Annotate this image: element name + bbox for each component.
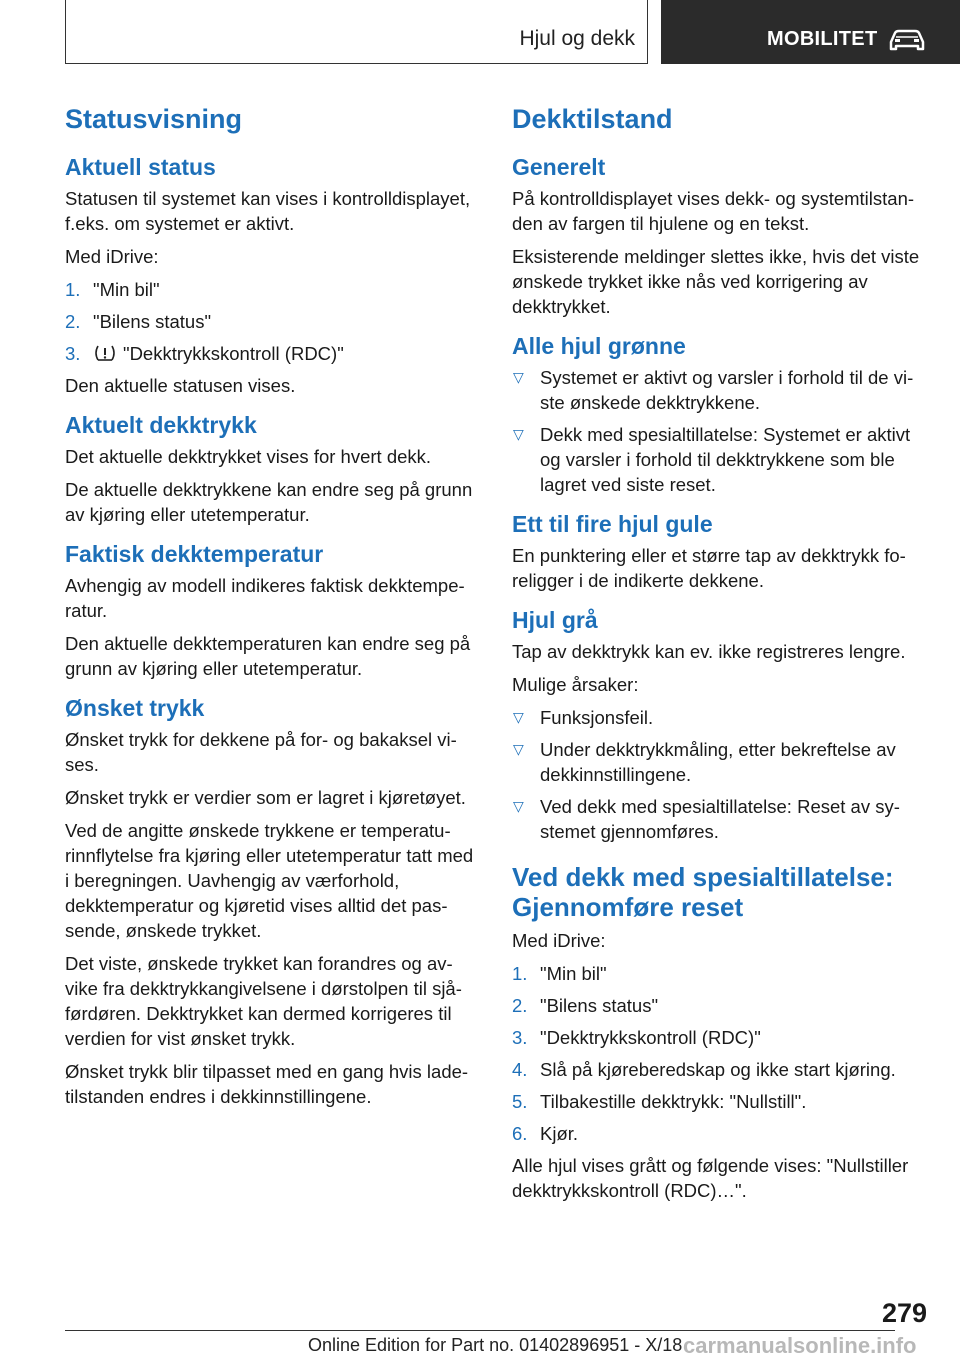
triangle-bullet-icon: ▽ <box>513 426 524 442</box>
paragraph: Den aktuelle statusen vises. <box>65 375 296 396</box>
step-number: 5. <box>512 1091 528 1112</box>
step-number: 2. <box>512 995 528 1016</box>
triangle-bullet-icon: ▽ <box>513 798 524 814</box>
paragraph: Eksisterende meldinger slettes ikke, hvis det viste ønskede trykket ikke nås ved korrigering av dekktrykket. <box>512 246 920 317</box>
step-number: 3. <box>512 1027 528 1048</box>
section-title: Hjul og dekk <box>519 27 635 50</box>
paragraph: Ønsket trykk for dekkene på for- og bakaksel vises. <box>65 729 457 775</box>
list-item: ▽ Systemet er aktivt og varsler i forhold til de viste ønskede dekktrykkene. <box>513 367 914 413</box>
paragraph: Ved de angitte ønskede trykkene er temperaturinnflytelse fra kjøring eller utetemperatur tatt med i beregningen. Uavhengig av værforhold, dekktemperatur og kjøretid vises alltid det passende, ønskede trykket. <box>65 820 474 941</box>
paragraph: Det aktuelle dekktrykket vises for hvert dekk. <box>65 446 432 467</box>
list-item: ▽ Dekk med spesialtillatelse: Systemet er aktivt og varsler i forhold til dekktrykkene som ble lagret ved siste reset. <box>513 424 911 495</box>
bullet-list <box>512 705 926 844</box>
paragraph: Statusen til systemet kan vises i kontrolldisplayet, f.eks. om systemet er aktivt. <box>65 188 471 234</box>
list-item: ▽ Funksjonsfeil. <box>513 707 654 728</box>
list-item: 1. "Min bil" <box>65 279 160 300</box>
paragraph: De aktuelle dekktrykkene kan endre seg på grunn av kjøring eller utetemperatur. <box>65 479 473 525</box>
page-number: 279 <box>881 1298 927 1328</box>
title-statusvisning: Statusvisning <box>65 104 243 134</box>
paragraph: En punktering eller et større tap av dekktrykk foreligger i de indikerte dekkene. <box>512 545 906 591</box>
step-number: 1. <box>65 279 81 300</box>
car-icon <box>887 28 927 52</box>
list-item: 3. "Dekktrykkskontroll (RDC)" <box>512 1027 761 1048</box>
paragraph: Med iDrive: <box>512 930 606 951</box>
step-number: 1. <box>512 963 528 984</box>
edition-text: Online Edition for Part no. 01402896951 - X/18 <box>308 1335 683 1355</box>
paragraph: På kontrolldisplayet vises dekk- og systemtilstanden av fargen til hjulene og en tekst. <box>512 188 915 234</box>
triangle-bullet-icon: ▽ <box>513 741 524 757</box>
title-dekktilstand: Dekktilstand <box>512 104 673 134</box>
paragraph: Ønsket trykk er verdier som er lagret i kjøretøyet. <box>65 787 466 808</box>
step-number: 6. <box>512 1123 528 1144</box>
steps-list <box>512 961 926 1146</box>
paragraph: Med iDrive: <box>65 246 159 267</box>
steps-list <box>65 277 479 366</box>
heading-onsket-trykk: Ønsket trykk <box>65 695 205 721</box>
paragraph: Den aktuelle dekktemperaturen kan endre seg på grunn av kjøring eller utetemperatur. <box>65 633 471 679</box>
heading-ett-til-fire-hjul-gule: Ett til fire hjul gule <box>512 511 713 537</box>
heading-alle-hjul-gronne: Alle hjul grønne <box>512 333 686 359</box>
watermark: carmanualsonline.info <box>683 1333 917 1358</box>
header-chapter-box <box>661 0 960 64</box>
list-item: 1. "Min bil" <box>512 963 607 984</box>
left-column <box>65 100 479 1117</box>
heading-hjul-gra: Hjul grå <box>512 607 598 633</box>
step-number: 4. <box>512 1059 528 1080</box>
list-item: 6. Kjør. <box>512 1123 579 1144</box>
paragraph: Avhengig av modell indikeres faktisk dekktemperatur. <box>65 575 465 621</box>
paragraph: Ønsket trykk blir tilpasset med en gang hvis ladetilstanden endres i dekkinnstillingene. <box>65 1061 469 1107</box>
triangle-bullet-icon: ▽ <box>513 369 524 385</box>
list-item: 5. Tilbakestille dekktrykk: "Nullstill". <box>512 1091 807 1112</box>
list-item: 3. "Dekktrykkskontroll (RDC)" <box>65 343 344 364</box>
bullet-list <box>512 365 926 497</box>
paragraph: Det viste, ønskede trykket kan forandres og avvike fra dekktrykkangivelsene i dørstolpen til sjåførdøren. Dekktrykket kan dermed korrigeres til verdien for vist ønsket trykk. <box>65 953 462 1049</box>
tire-pressure-warning-icon <box>93 344 117 362</box>
heading-faktisk-dekktemperatur: Faktisk dekktemperatur <box>65 541 324 567</box>
step-number: 2. <box>65 311 81 332</box>
step-number: 3. <box>65 343 81 364</box>
heading-aktuell-status: Aktuell status <box>65 154 216 180</box>
heading-generelt: Generelt <box>512 154 606 180</box>
header-section-box <box>65 0 648 64</box>
list-item: 2. "Bilens status" <box>512 995 659 1016</box>
list-item: 2. "Bilens status" <box>65 311 212 332</box>
list-item: 4. Slå på kjøreberedskap og ikke start kjøring. <box>512 1059 896 1080</box>
triangle-bullet-icon: ▽ <box>513 709 524 725</box>
paragraph: Tap av dekktrykk kan ev. ikke registreres lengre. <box>512 641 906 662</box>
list-item: ▽ Under dekktrykkmåling, etter bekreftelse av dekkinnstillingene. <box>513 739 896 785</box>
right-column <box>512 100 926 1211</box>
footer-divider <box>65 1330 895 1331</box>
heading-aktuelt-dekktrykk: Aktuelt dekktrykk <box>65 412 257 438</box>
list-item: ▽ Ved dekk med spesialtillatelse: Reset av systemet gjennomføres. <box>513 796 900 842</box>
paragraph: Alle hjul vises grått og følgende vises: "Nullstiller dekktrykkskontroll (RDC)…". <box>512 1155 909 1201</box>
paragraph: Mulige årsaker: <box>512 674 639 695</box>
heading-reset: Ved dekk med spesialtillatelse: Gjennomføre reset <box>512 862 894 922</box>
chapter-title: MOBILITET <box>767 28 878 50</box>
